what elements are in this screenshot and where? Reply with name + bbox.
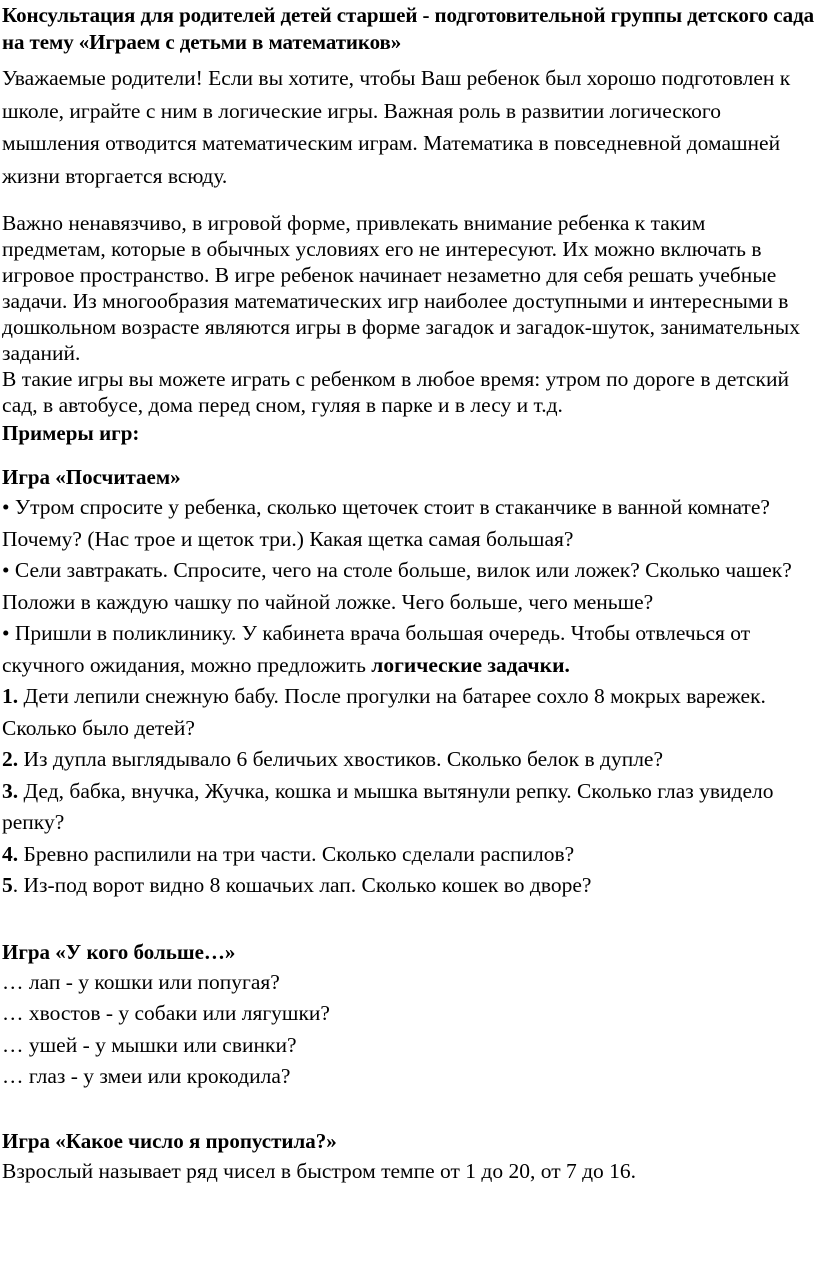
task-text: Дед, бабка, внучка, Жучка, кошка и мышка вытянули репку. Сколько глаз увидело репку? — [2, 778, 774, 834]
logic-tasks-label: логические задачки. — [371, 652, 570, 677]
game-count-heading: Игра «Посчитаем» — [2, 465, 181, 489]
task-text: Бревно распилили на три части. Сколько сделали распилов? — [18, 841, 575, 866]
game-count-bullet-2: • Сели завтракать. Спросите, чего на столе больше, вилок или ложек? Сколько чашек? Положи в каждую чашку по чайной ложке. Чего больше, чего меньше? — [2, 558, 792, 614]
who-has-more-line: … глаз - у змеи или крокодила? — [2, 1064, 291, 1088]
who-has-more-line: … лап - у кошки или попугая? — [2, 969, 280, 994]
task-number: 3. — [2, 778, 19, 803]
task-number: 2. — [2, 747, 19, 771]
task-4 — [2, 839, 814, 871]
paragraph-importance: Важно ненавязчиво, в игровой форме, привлекать внимание ребенка к таким предметам, которые в обычных условиях его не интересуют. Их можно включать в игровое пространство. В игре ребенок начинает незаметно для себя решать учебные задачи. Из многообразия математических игр наиболее доступными и интересными в дошкольном возрасте являются игры в форме загадок и загадок-шуток, занимательных заданий. — [2, 211, 800, 365]
document-page — [0, 2, 816, 1279]
who-has-more-line: … ушей - у мышки или свинки? — [2, 1032, 297, 1057]
who-has-more-line: … хвостов - у собаки или лягушки? — [2, 1001, 330, 1025]
game-who-has-more-section — [2, 937, 814, 1093]
task-3 — [2, 776, 814, 839]
game-count-bullet-1: • Утром спросите у ребенка, сколько щеточек стоит в стаканчике в ванной комнате? Почему? (Нас трое и щеток три.) Какая щетка самая большая? — [2, 495, 770, 551]
game-count-bullet-3 — [2, 618, 814, 681]
task-5 — [2, 870, 814, 902]
paragraph-anytime: В такие игры вы можете играть с ребенком в любое время: утром по дороге в детский сад, в автобусе, дома перед сном, гуляя в парке и в лесу и т.д. — [2, 367, 790, 417]
intro-paragraph: Уважаемые родители! Если вы хотите, чтобы Ваш ребенок был хорошо подготовлен к школе, играйте с ним в логические игры. Важная роль в развитии логического мышления отводится математическим играм. Математика в повседневной домашней жизни вторгается всюду. — [2, 66, 791, 188]
task-number: 4. — [2, 841, 19, 866]
task-text: Дети лепили снежную бабу. После прогулки на батарее сохло 8 мокрых варежек. Сколько было детей? — [2, 684, 766, 740]
task-number: 5 — [2, 873, 13, 897]
game-missing-number-heading: Игра «Какое число я пропустила?» — [2, 1128, 337, 1153]
task-2 — [2, 744, 814, 776]
task-text: . Из-под ворот видно 8 кошачьих лап. Сколько кошек во дворе? — [12, 873, 592, 897]
examples-heading: Примеры игр: — [2, 421, 140, 445]
task-text: Из дупла выглядывало 6 беличьих хвостиков. Сколько белок в дупле? — [18, 747, 664, 771]
task-number: 1. — [2, 684, 19, 708]
game-missing-number-section — [2, 1126, 814, 1188]
bullet-3-text: • Пришли в поликлинику. У кабинета врача большая очередь. Чтобы отвлечься от скучного ожидания, можно предложить — [2, 621, 751, 677]
game-count-section — [2, 462, 814, 902]
game-missing-number-text: Взрослый называет ряд чисел в быстром темпе от 1 до 20, от 7 до 16. — [2, 1158, 637, 1183]
game-who-has-more-heading: Игра «У кого больше…» — [2, 939, 236, 964]
task-1 — [2, 681, 814, 744]
document-title: Консультация для родителей детей старшей - подготовительной группы детского сада на тему «Играем с детьми в математиков» — [2, 3, 815, 54]
